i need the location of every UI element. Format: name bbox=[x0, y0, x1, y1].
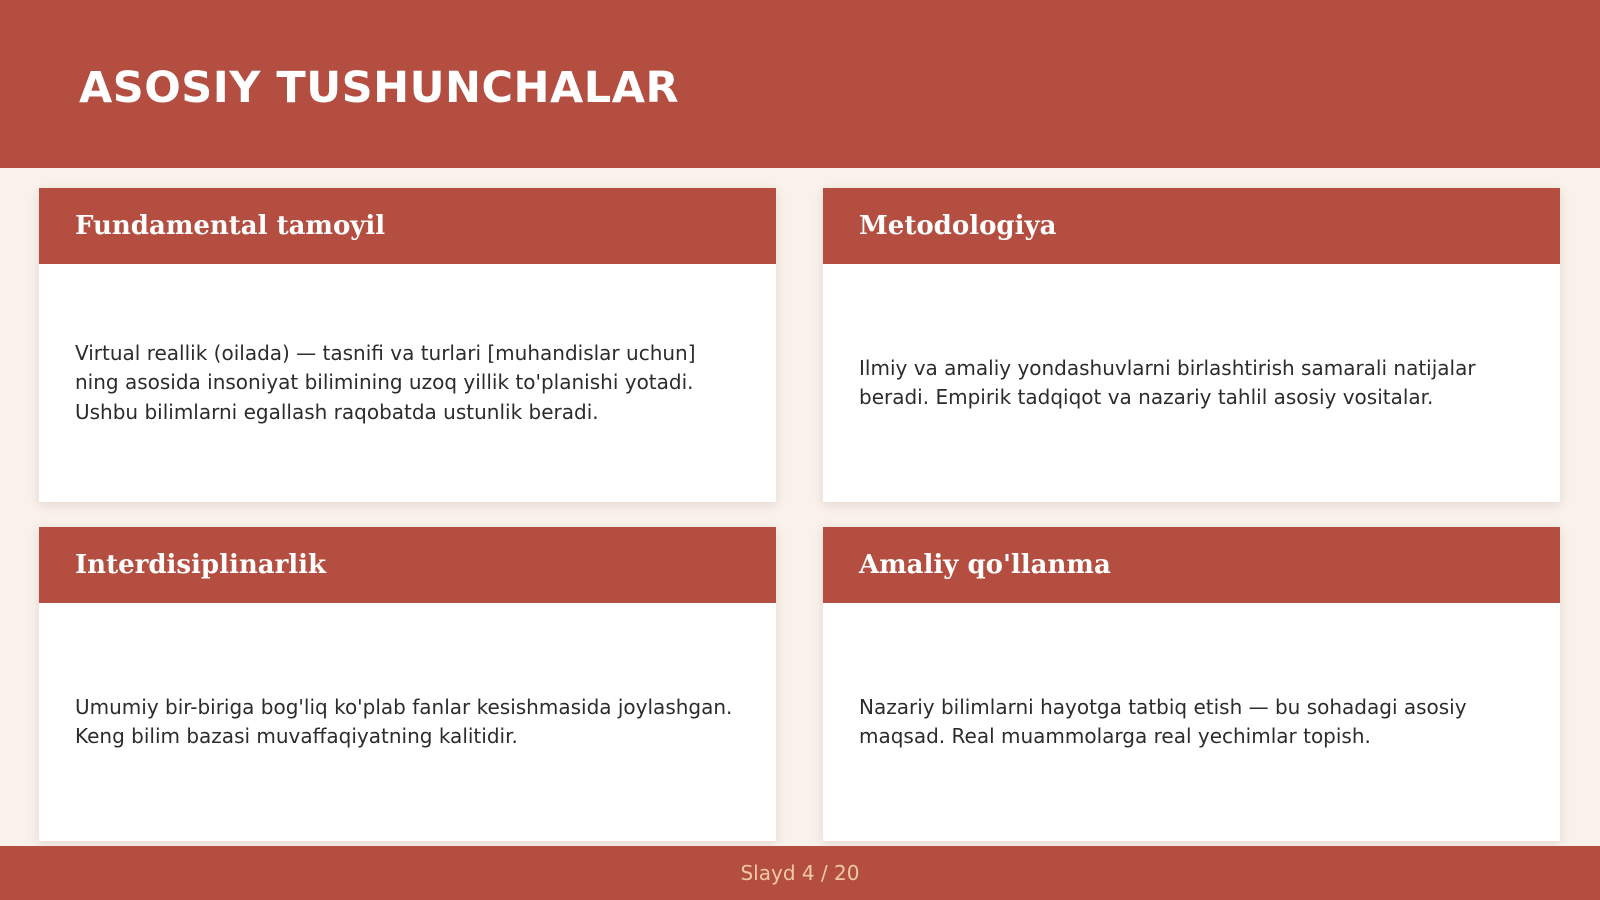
card-title: Metodologiya bbox=[859, 211, 1057, 241]
card-text: Virtual reallik (oilada) — tasnifi va turlari [muhandislar uchun] ning asosida insoniyat bilimining uzoq yillik to'planishi yotadi. Ushbu bilimlarni egallash raqobatda ustunlik beradi. bbox=[75, 340, 696, 424]
card-title: Fundamental tamoyil bbox=[75, 211, 386, 241]
slide-footer bbox=[0, 846, 1600, 900]
card-text: Ilmiy va amaliy yondashuvlarni birlashtirish samarali natijalar beradi. Empirik tadqiqot va nazariy tahlil asosiy vositalar. bbox=[859, 355, 1476, 409]
card-interdisciplinarity bbox=[39, 527, 776, 841]
card-header bbox=[39, 527, 776, 603]
card-header bbox=[823, 188, 1560, 264]
card-body bbox=[75, 264, 740, 502]
card-practical-guide bbox=[823, 527, 1560, 841]
card-text: Nazariy bilimlarni hayotga tatbiq etish — bu sohadagi asosiy maqsad. Real muammolarga real yechimlar topish. bbox=[859, 694, 1467, 748]
card-title: Interdisiplinarlik bbox=[75, 550, 327, 580]
card-header bbox=[39, 188, 776, 264]
card-header bbox=[823, 527, 1560, 603]
slide-title: ASOSIY TUSHUNCHALAR bbox=[79, 63, 680, 113]
card-body bbox=[859, 264, 1524, 502]
card-body bbox=[75, 603, 740, 841]
slide-counter: Slayd 4 / 20 bbox=[740, 861, 860, 885]
card-methodology bbox=[823, 188, 1560, 502]
card-title: Amaliy qo'llanma bbox=[859, 550, 1111, 580]
card-text: Umumiy bir-biriga bog'liq ko'plab fanlar kesishmasida joylashgan. Keng bilim bazasi muvaffaqiyatning kalitidir. bbox=[75, 694, 733, 748]
card-body bbox=[859, 603, 1524, 841]
card-fundamental-principle bbox=[39, 188, 776, 502]
slide-header bbox=[0, 0, 1600, 168]
